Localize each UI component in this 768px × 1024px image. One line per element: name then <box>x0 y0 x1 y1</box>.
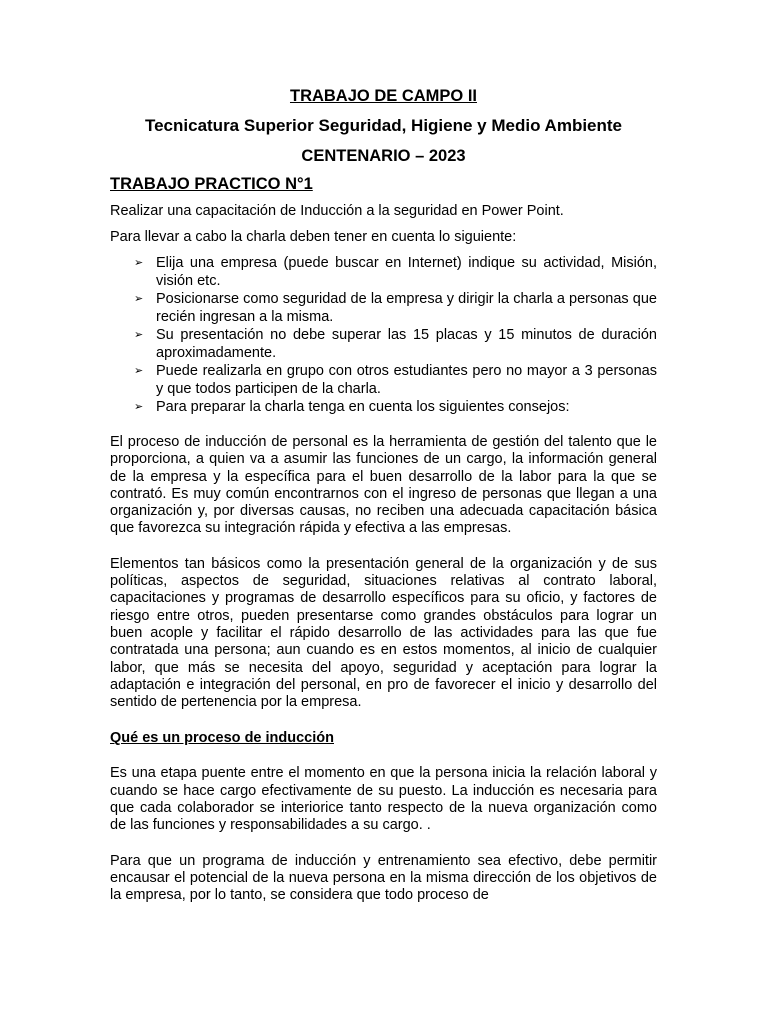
document-subtitle: Tecnicatura Superior Seguridad, Higiene y Medio Ambiente <box>144 116 623 135</box>
list-item <box>134 254 657 290</box>
list-item-text: Posicionarse como seguridad de la empresa y dirigir la charla a personas que recién ingresan a la misma. <box>156 291 657 325</box>
body-paragraph-2: Elementos tan básicos como la presentación general de la organización y de sus políticas, aspectos de seguridad, situaciones relativas al contrato laboral, capacitaciones y programas de desarrollo específicos para su oficio, y factores de riesgo entre otros, pueden presentarse como grandes obstáculos para lograr un buen acople y facilitar el rápido desarrollo de las actividades para las que fue contratada una persona; aun cuando es en estos momentos, al inicio de cualquier labor, que más se necesita del apoyo, seguridad y aceptación para lograr la adaptación e integración del personal, en pro de favorecer el inicio y desarrollo del sentido de pertenencia por la empresa. <box>110 555 657 711</box>
practice-bullet-list <box>110 254 657 416</box>
practice-instruction: Realizar una capacitación de Inducción a la seguridad en Power Point. <box>110 203 564 219</box>
arrowhead-bullet-icon: ➢ <box>134 293 144 305</box>
list-item-text: Para preparar la charla tenga en cuenta los siguientes consejos: <box>156 399 570 415</box>
document-year-line: CENTENARIO – 2023 <box>301 147 466 165</box>
list-item <box>134 398 657 416</box>
list-item-text: Elija una empresa (puede buscar en Internet) indique su actividad, Misión, visión etc. <box>156 255 657 289</box>
list-item <box>134 362 657 398</box>
body-paragraph-4: Para que un programa de inducción y entrenamiento sea efectivo, debe permitir encausar el potencial de la nueva persona en la misma dirección de los objetivos de la empresa, por lo tanto, se considera que todo proceso de <box>110 852 657 904</box>
list-item-text: Puede realizarla en grupo con otros estudiantes pero no mayor a 3 personas y que todos participen de la charla. <box>156 363 657 397</box>
arrowhead-bullet-icon: ➢ <box>134 329 144 341</box>
section-heading: Qué es un proceso de inducción <box>110 730 334 747</box>
document-page <box>110 86 657 923</box>
document-title: TRABAJO DE CAMPO II <box>289 87 477 105</box>
practice-title: TRABAJO PRACTICO N°1 <box>110 175 313 193</box>
arrowhead-bullet-icon: ➢ <box>134 401 144 413</box>
practice-intro: Para llevar a cabo la charla deben tener en cuenta lo siguiente: <box>110 229 517 245</box>
body-paragraph-3: Es una etapa puente entre el momento en que la persona inicia la relación laboral y cuando se hace cargo efectivamente de su puesto. La inducción es necesaria para que cada colaborador se interiorice tanto respecto de la nueva organización como de las funciones y responsabilidades a su cargo. . <box>110 765 657 834</box>
arrowhead-bullet-icon: ➢ <box>134 257 144 269</box>
body-paragraph-1: El proceso de inducción de personal es la herramienta de gestión del talento que le proporciona, a quien va a asumir las funciones de un cargo, la información general de la empresa y la específica para el buen desarrollo de la labor para la que se contrató. Es muy común encontrarnos con el ingreso de personas que llegan a una organización y, por diversas causas, no reciben una adecuada capacitación básica que favorezca su integración rápida y efectiva a las empresas. <box>110 434 657 537</box>
list-item <box>134 290 657 326</box>
list-item <box>134 326 657 362</box>
list-item-text: Su presentación no debe superar las 15 placas y 15 minutos de duración aproximadamente. <box>156 327 657 361</box>
arrowhead-bullet-icon: ➢ <box>134 365 144 377</box>
